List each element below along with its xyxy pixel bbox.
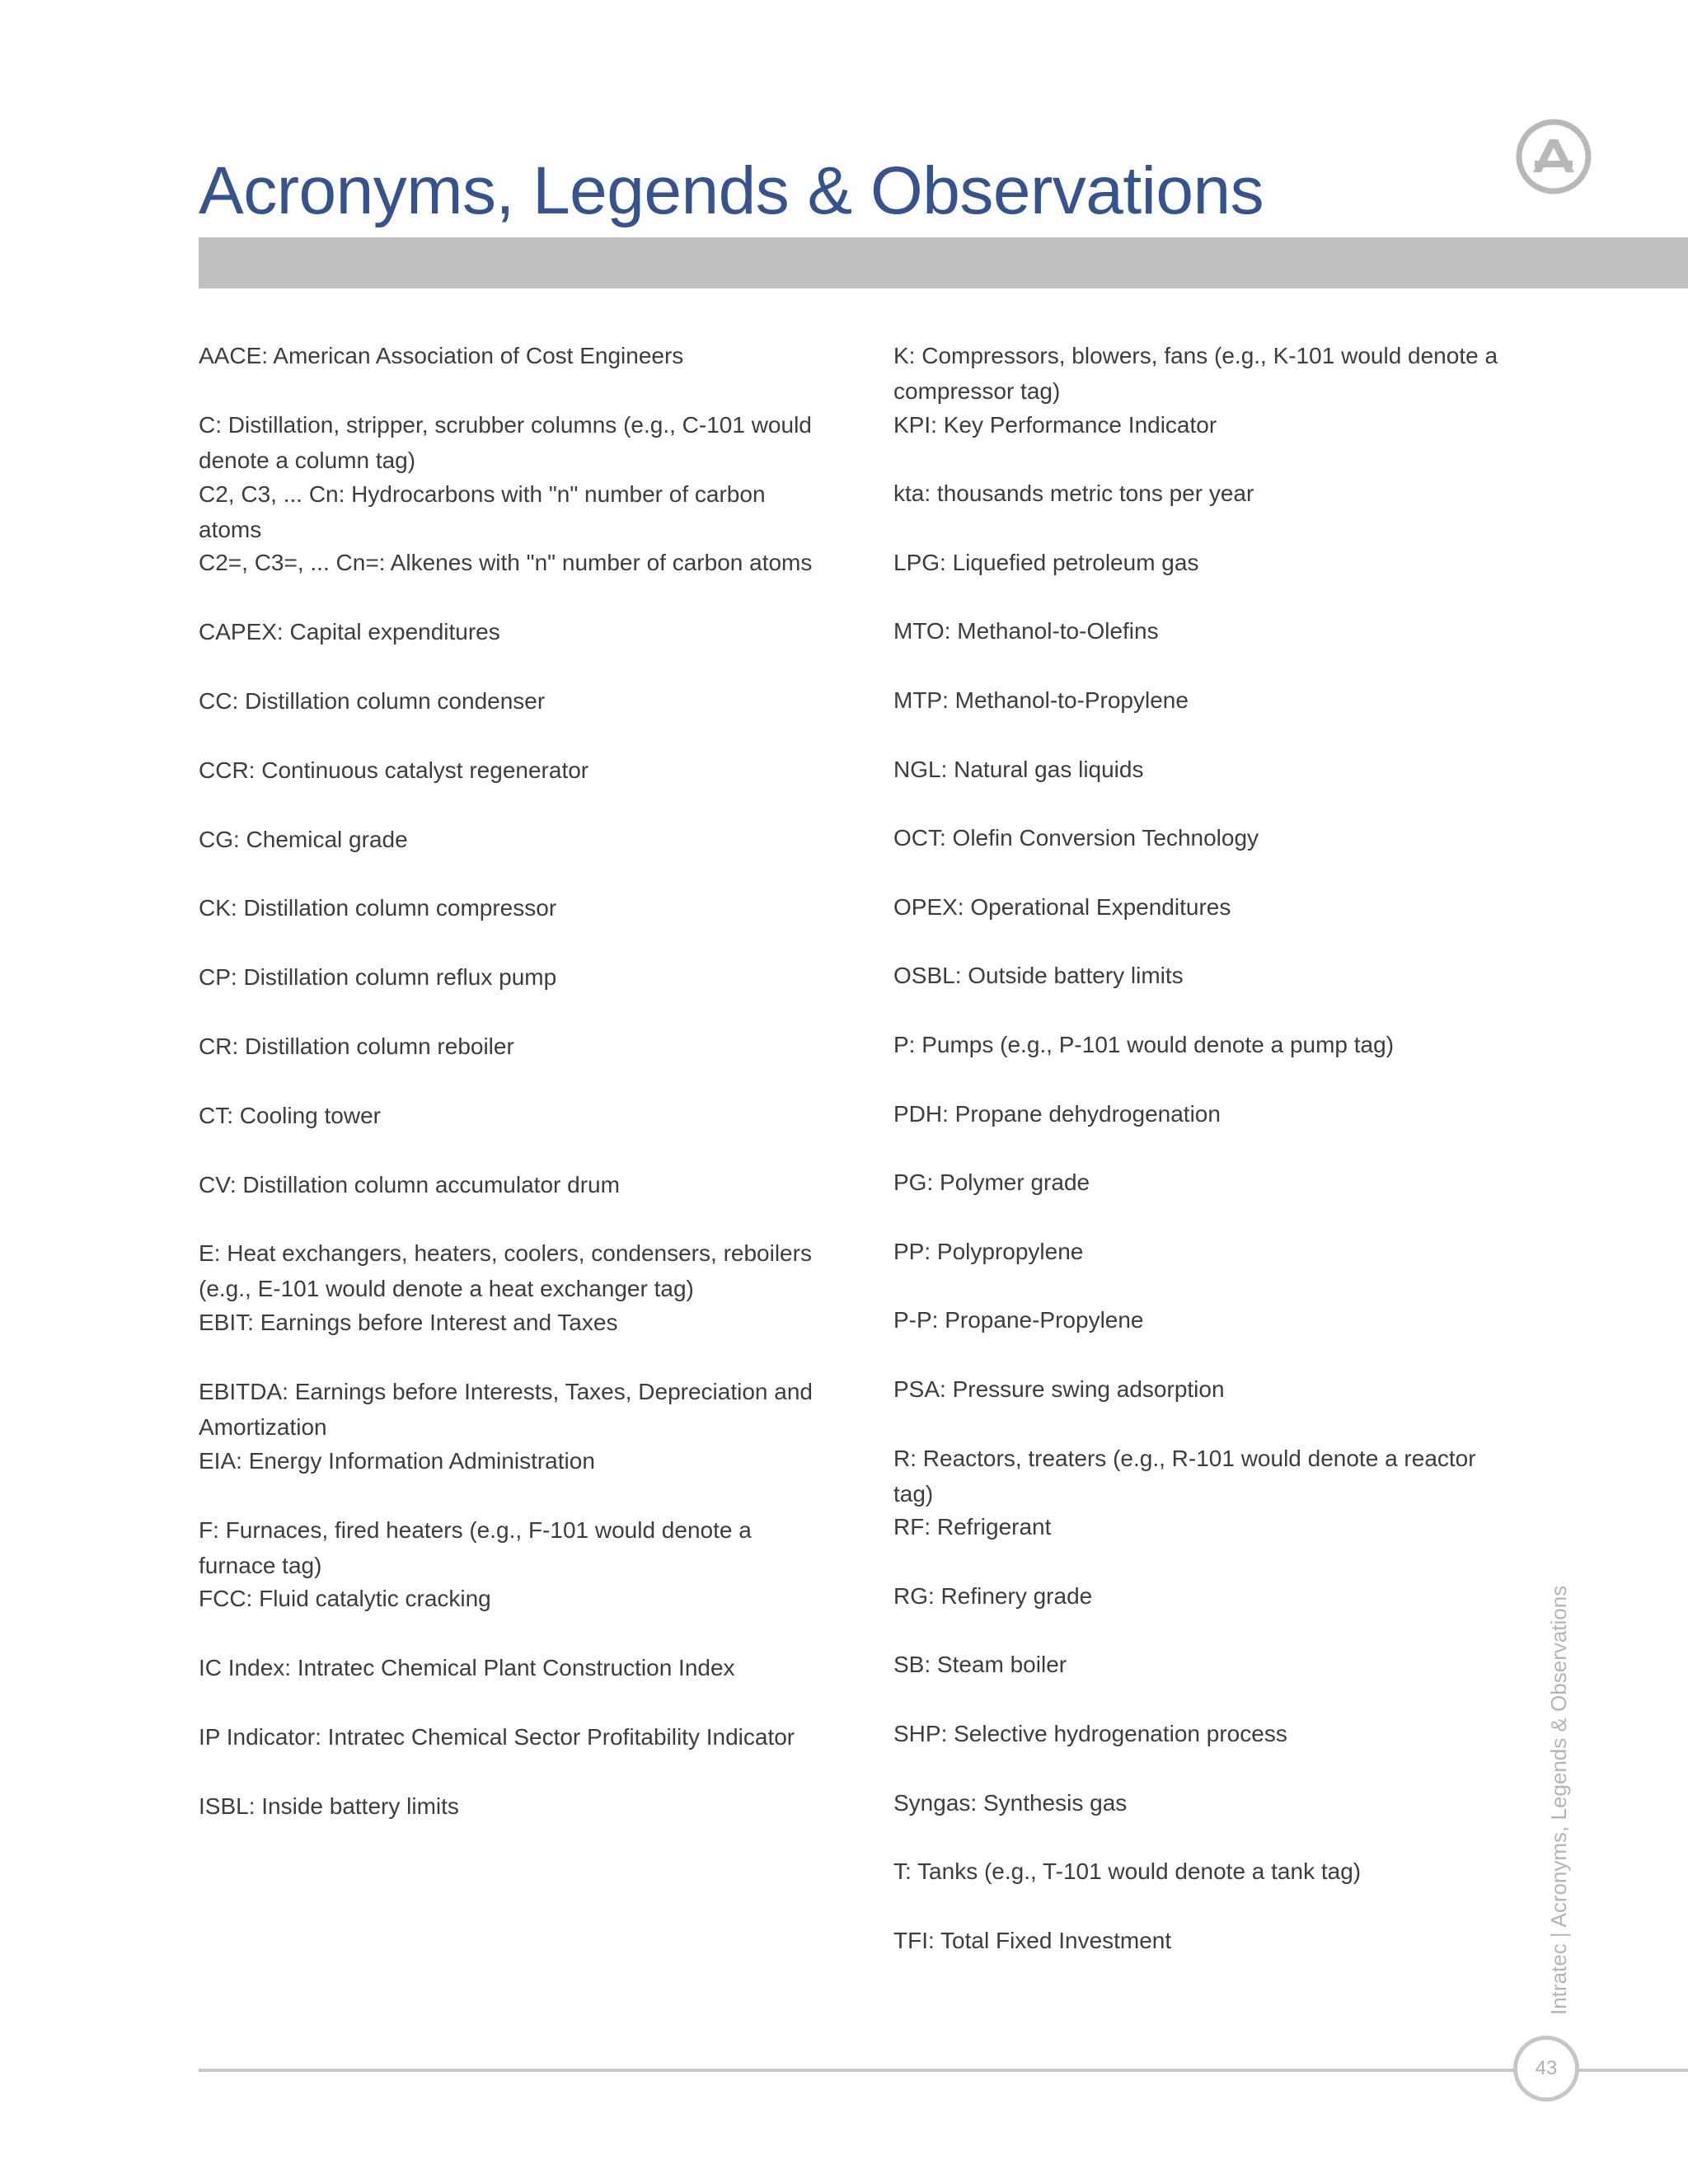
acronym-entry <box>893 1096 1520 1132</box>
acronym-line: OPEX: Operational Expenditures <box>893 893 1231 920</box>
intratec-logo-icon <box>1515 118 1592 195</box>
acronym-line: FCC: Fluid catalytic cracking <box>199 1586 491 1612</box>
acronym-line: CV: Distillation column accumulator drum <box>199 1171 620 1197</box>
acronym-line: C2=, C3=, ... Cn=: Alkenes with "n" number of carbon atoms <box>199 550 813 576</box>
acronym-line: C: Distillation, stripper, scrubber columns (e.g., C-101 would <box>199 411 812 438</box>
acronym-entry <box>893 1578 1520 1614</box>
acronym-entry <box>199 1029 825 1064</box>
acronym-entry <box>893 1441 1520 1511</box>
acronym-entry <box>893 889 1520 925</box>
acronym-line: E: Heat exchangers, heaters, coolers, condensers, reboilers <box>199 1240 812 1267</box>
acronym-line: OCT: Olefin Conversion Technology <box>893 825 1259 851</box>
acronym-line: PSA: Pressure swing adsorption <box>893 1376 1225 1402</box>
acronym-entry <box>893 752 1520 787</box>
acronym-line: IP Indicator: Intratec Chemical Sector Profitability Indicator <box>199 1724 795 1750</box>
acronym-line: RG: Refinery grade <box>893 1582 1093 1609</box>
acronym-line: CC: Distillation column condenser <box>199 688 546 714</box>
acronym-entry <box>893 1371 1520 1407</box>
acronym-line: EBIT: Earnings before Interest and Taxes <box>199 1310 618 1336</box>
page-title: Acronyms, Legends & Observations <box>199 153 1264 228</box>
acronym-entry <box>199 1374 825 1445</box>
acronym-line: compressor tag) <box>893 378 1061 404</box>
acronym-line: atoms <box>199 516 262 542</box>
acronym-line: P-P: Propane-Propylene <box>893 1307 1144 1333</box>
acronym-line: RF: Refrigerant <box>893 1514 1052 1540</box>
acronym-line: IC Index: Intratec Chemical Plant Construction Index <box>199 1655 735 1681</box>
acronym-entry <box>893 1509 1520 1544</box>
acronym-line: T: Tanks (e.g., T-101 would denote a tank tag) <box>893 1858 1362 1885</box>
acronym-line: denote a column tag) <box>199 447 416 473</box>
acronym-line: K: Compressors, blowers, fans (e.g., K-101 would denote a <box>893 343 1498 368</box>
acronym-line: AACE: American Association of Cost Engineers <box>199 343 684 368</box>
acronym-entry <box>199 1167 825 1202</box>
acronym-line: NGL: Natural gas liquids <box>893 756 1144 782</box>
acronym-entry <box>199 1650 825 1685</box>
acronym-entry <box>893 682 1520 718</box>
acronym-line: furnace tag) <box>199 1552 322 1578</box>
acronym-entry <box>893 476 1520 511</box>
footer-rule <box>199 2069 1688 2072</box>
acronym-entry <box>893 820 1520 855</box>
acronym-line: CG: Chemical grade <box>199 826 408 852</box>
acronym-entry <box>199 476 825 547</box>
acronym-entry <box>199 545 825 580</box>
acronym-entry <box>893 407 1520 443</box>
acronym-line: TFI: Total Fixed Investment <box>893 1927 1172 1953</box>
acronym-line: ISBL: Inside battery limits <box>199 1793 459 1819</box>
acronym-entry <box>199 1788 825 1824</box>
acronym-line: (e.g., E-101 would denote a heat exchanger tag) <box>199 1276 694 1302</box>
acronym-line: CK: Distillation column compressor <box>199 895 557 921</box>
acronym-entry <box>893 1647 1520 1682</box>
side-running-title: Intratec | Acronyms, Legends & Observations <box>1546 1585 1571 2015</box>
acronym-line: CR: Distillation column reboiler <box>199 1033 514 1059</box>
acronym-line: LPG: Liquefied petroleum gas <box>893 549 1199 575</box>
acronym-line: EBITDA: Earnings before Interests, Taxes, Depreciation and <box>199 1379 813 1404</box>
acronym-entry <box>893 1165 1520 1200</box>
acronym-line: CP: Distillation column reflux pump <box>199 964 557 991</box>
acronym-entry <box>199 752 825 788</box>
acronym-entry <box>893 338 1520 409</box>
acronym-entry <box>199 822 825 857</box>
acronym-line: OSBL: Outside battery limits <box>893 963 1184 989</box>
acronym-line: CCR: Continuous catalyst regenerator <box>199 757 589 783</box>
acronym-entry <box>893 1716 1520 1751</box>
acronym-line: kta: thousands metric tons per year <box>893 480 1254 507</box>
acronym-line: P: Pumps (e.g., P-101 would denote a pump tag) <box>893 1032 1395 1057</box>
acronym-line: MTO: Methanol-to-Olefins <box>893 618 1159 644</box>
acronym-entry <box>893 545 1520 580</box>
acronym-line: R: Reactors, treaters (e.g., R-101 would denote a reactor tag) <box>893 1445 1476 1507</box>
acronym-entry <box>893 958 1520 993</box>
acronym-line: EIA: Energy Information Administration <box>199 1447 595 1474</box>
acronym-line: SB: Steam boiler <box>893 1652 1067 1678</box>
acronym-entry <box>199 1098 825 1133</box>
acronym-line: MTP: Methanol-to-Propylene <box>893 687 1189 713</box>
acronym-entry <box>199 407 825 478</box>
page-number: 43 <box>1513 2036 1579 2102</box>
acronym-entry <box>199 1443 825 1479</box>
acronym-line: SHP: Selective hydrogenation process <box>893 1721 1287 1746</box>
acronym-line: C2, C3, ... Cn: Hydrocarbons with "n" number of carbon <box>199 480 766 507</box>
acronym-line: F: Furnaces, fired heaters (e.g., F-101 would denote a <box>199 1516 752 1543</box>
acronym-entry <box>893 1234 1520 1269</box>
acronym-entry <box>199 614 825 649</box>
acronym-entry <box>199 1305 825 1340</box>
acronym-line: Amortization <box>199 1414 327 1440</box>
acronym-line: CAPEX: Capital expenditures <box>199 619 500 645</box>
acronym-entry <box>199 1581 825 1616</box>
acronym-entry <box>893 1027 1520 1062</box>
acronym-line: KPI: Key Performance Indicator <box>893 411 1217 438</box>
acronym-line: PG: Polymer grade <box>893 1169 1090 1196</box>
acronym-entry <box>199 959 825 995</box>
acronym-entry <box>893 1302 1520 1338</box>
acronym-entry <box>199 1235 825 1306</box>
acronym-entry <box>893 613 1520 649</box>
acronym-entry <box>199 1719 825 1755</box>
acronym-entry <box>893 1785 1520 1821</box>
title-underline-bar <box>199 237 1688 288</box>
acronym-line: PP: Polypropylene <box>893 1238 1084 1264</box>
acronym-entry <box>199 338 825 373</box>
acronym-line: PDH: Propane dehydrogenation <box>893 1100 1221 1127</box>
acronym-entry <box>893 1923 1520 1958</box>
acronym-entry <box>199 890 825 926</box>
acronym-entry <box>199 683 825 719</box>
acronym-entry <box>199 1512 825 1583</box>
acronym-entry <box>893 1854 1520 1889</box>
acronym-line: Syngas: Synthesis gas <box>893 1789 1128 1816</box>
acronym-line: CT: Cooling tower <box>199 1102 381 1128</box>
